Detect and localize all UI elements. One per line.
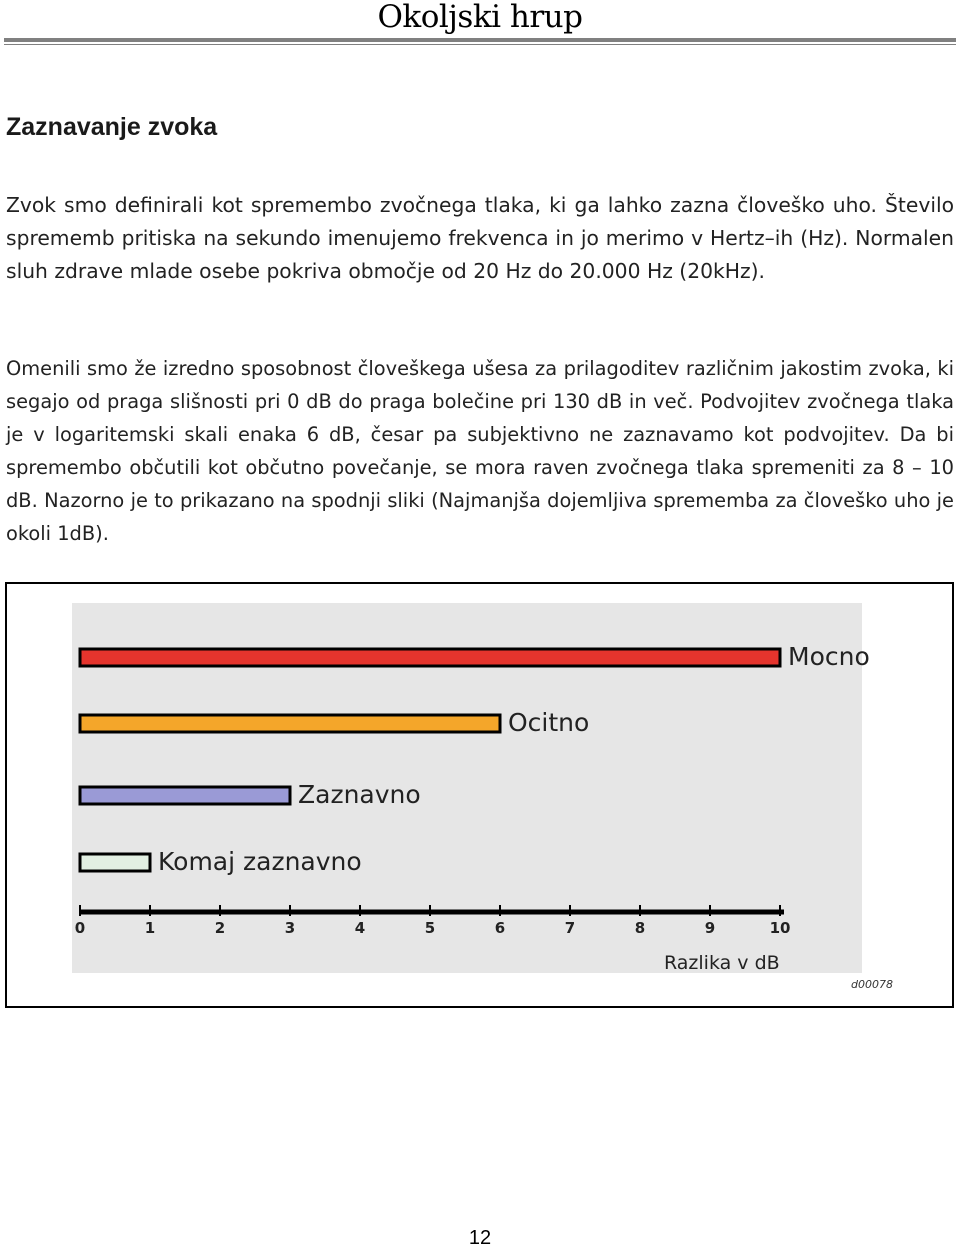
x-tick-label-6: 6: [494, 919, 506, 937]
x-tick-label-3: 3: [284, 919, 296, 937]
x-tick-label-1: 1: [144, 919, 156, 937]
bar-label-zaznavno: Zaznavno: [298, 780, 421, 809]
x-tick-label-8: 8: [634, 919, 646, 937]
figure-code-label: d00078: [851, 978, 893, 991]
bar-chart-svg: [7, 584, 952, 1006]
page-header-title: Okoljski hrup: [377, 0, 583, 35]
x-axis-label: Razlika v dB: [664, 952, 780, 974]
x-tick-label-5: 5: [424, 919, 436, 937]
bar-komaj-zaznavno: [80, 854, 150, 871]
bar-chart-figure: [5, 582, 954, 1008]
paragraph-frequency: Zvok smo definirali kot spremembo zvočnega tlaka, ki ga lahko zazna človeško uho. Število sprememb pritiska na sekundo imenujemo frekvenca in jo merimo v Hertz–ih (Hz). Normalen sluh zdrave mlade osebe pokriva območje od 20 Hz do 20.000 Hz (20kHz).: [6, 193, 954, 283]
x-tick-label-9: 9: [704, 919, 716, 937]
bar-label-mocno: Mocno: [788, 642, 870, 671]
page-number: 12: [468, 1227, 492, 1249]
paragraph-loudness: Omenili smo že izredno sposobnost človeškega ušesa za prilagoditev različnim jakostim zvoka, ki segajo od praga slišnosti pri 0 dB do praga bolečine pri 130 dB in več. Podvojitev zvočnega tlaka je v logaritemski skali enaka 6 dB, česar pa subjektivno ne zaznavamo kot podvojitev. Da bi spremembo občutili kot občutno povečanje, se mora raven zvočnega tlaka spremeniti za 8 – 10 dB. Nazorno je to prikazano na spodnji sliki (Najmanjša dojemljiva sprememba za človeško uho je okoli 1dB).: [6, 357, 954, 545]
bar-mocno: [80, 649, 780, 666]
bar-ocitno: [80, 715, 500, 732]
header-rule-thin: [4, 44, 956, 45]
x-tick-label-4: 4: [354, 919, 366, 937]
bar-label-ocitno: Ocitno: [508, 708, 590, 737]
x-tick-label-7: 7: [564, 919, 576, 937]
section-heading: Zaznavanje zvoka: [6, 113, 218, 141]
x-tick-label-2: 2: [214, 919, 226, 937]
x-tick-label-10: 10: [769, 919, 791, 937]
bar-label-komaj-zaznavno: Komaj zaznavno: [158, 847, 362, 876]
x-tick-label-0: 0: [74, 919, 86, 937]
header-rule-thick: [4, 38, 956, 42]
bar-zaznavno: [80, 787, 290, 804]
